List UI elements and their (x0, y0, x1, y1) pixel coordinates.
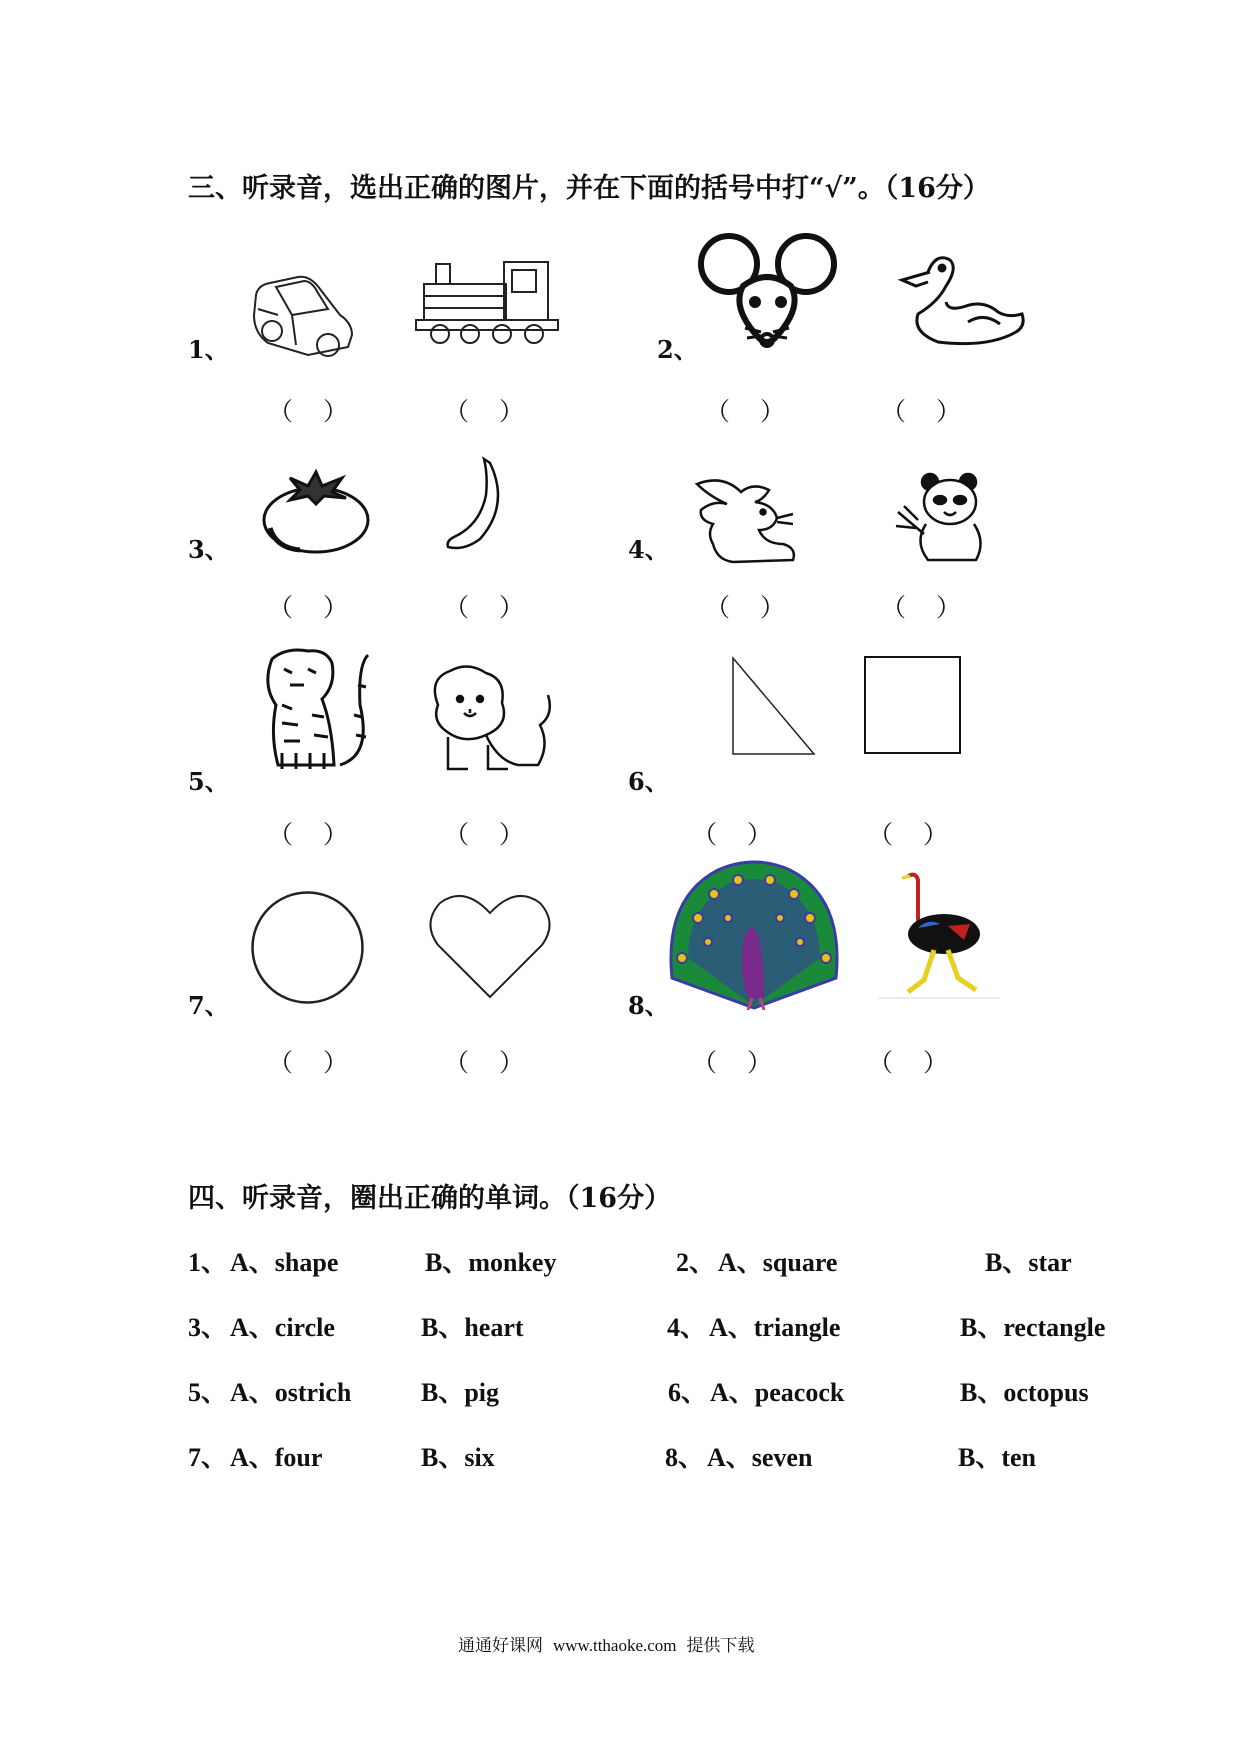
peacock-icon[interactable] (668, 858, 840, 1010)
word-option-a[interactable]: A、circle (230, 1313, 335, 1342)
word-option-b[interactable]: B、rectangle (960, 1313, 1106, 1342)
footer-site-name: 通通好课网 (458, 1636, 543, 1656)
circle-icon[interactable] (250, 890, 365, 1005)
section-4-title: 四、听录音，圈出正确的单词。（16分） (188, 1183, 672, 1214)
panda-icon[interactable] (894, 472, 986, 566)
answer-parentheses[interactable]: （ ） (705, 397, 786, 426)
word-option-a[interactable]: A、triangle (709, 1313, 841, 1342)
word-option-a[interactable]: A、four (230, 1443, 323, 1472)
question-number: 5、 (188, 767, 229, 796)
square-icon[interactable] (863, 655, 962, 755)
word-option-b[interactable]: B、octopus (960, 1378, 1089, 1407)
answer-parentheses[interactable]: （ ） (268, 397, 349, 426)
word-question-number: 2、 (676, 1248, 716, 1277)
answer-parentheses[interactable]: （ ） (444, 593, 525, 622)
question-number: 7、 (188, 991, 229, 1020)
answer-parentheses[interactable]: （ ） (444, 820, 525, 849)
question-number: 2、 (657, 335, 698, 364)
word-question-number: 1、 (188, 1248, 228, 1277)
train-icon[interactable] (412, 250, 562, 346)
answer-parentheses[interactable]: （ ） (692, 820, 773, 849)
answer-parentheses[interactable]: （ ） (881, 397, 962, 426)
answer-parentheses[interactable]: （ ） (268, 820, 349, 849)
word-option-b[interactable]: B、monkey (425, 1248, 557, 1277)
word-option-b[interactable]: B、six (421, 1443, 495, 1472)
duck-icon[interactable] (888, 242, 1038, 352)
ostrich-icon[interactable] (878, 870, 1000, 1000)
tomato-icon[interactable] (260, 468, 372, 554)
heart-icon[interactable] (428, 893, 552, 1000)
word-option-b[interactable]: B、heart (421, 1313, 524, 1342)
question-number: 8、 (628, 991, 669, 1020)
answer-parentheses[interactable]: （ ） (444, 1048, 525, 1077)
mouse-icon[interactable] (695, 228, 840, 354)
word-option-b[interactable]: B、star (985, 1248, 1072, 1277)
question-number: 6、 (628, 767, 669, 796)
rabbit-icon[interactable] (693, 474, 801, 566)
section-3-title: 三、听录音，选出正确的图片，并在下面的括号中打“√”。（16分） (188, 173, 990, 204)
footer-url[interactable]: www.tthaoke.com (553, 1636, 677, 1655)
question-number: 3、 (188, 535, 229, 564)
word-option-a[interactable]: A、seven (707, 1443, 813, 1472)
lion-icon[interactable] (428, 665, 560, 777)
word-question-number: 5、 (188, 1378, 228, 1407)
answer-parentheses[interactable]: （ ） (868, 820, 949, 849)
word-question-number: 3、 (188, 1313, 228, 1342)
answer-parentheses[interactable]: （ ） (268, 1048, 349, 1077)
word-option-b[interactable]: B、ten (958, 1443, 1037, 1472)
word-option-a[interactable]: A、peacock (710, 1378, 845, 1407)
word-option-a[interactable]: A、square (718, 1248, 838, 1277)
tiger-icon[interactable] (262, 645, 377, 775)
word-option-a[interactable]: A、ostrich (230, 1378, 352, 1407)
answer-parentheses[interactable]: （ ） (268, 593, 349, 622)
word-question-number: 8、 (665, 1443, 705, 1472)
answer-parentheses[interactable]: （ ） (692, 1048, 773, 1077)
word-question-number: 7、 (188, 1443, 228, 1472)
answer-parentheses[interactable]: （ ） (444, 397, 525, 426)
footer-download-note: 提供下载 (686, 1636, 755, 1656)
word-question-number: 6、 (668, 1378, 708, 1407)
banana-icon[interactable] (440, 455, 520, 555)
question-number: 1、 (188, 335, 229, 364)
word-option-a[interactable]: A、shape (230, 1248, 339, 1277)
question-number: 4、 (628, 535, 669, 564)
car-icon[interactable] (248, 265, 360, 363)
word-option-b[interactable]: B、pig (421, 1378, 500, 1407)
answer-parentheses[interactable]: （ ） (881, 593, 962, 622)
answer-parentheses[interactable]: （ ） (868, 1048, 949, 1077)
triangle-icon[interactable] (730, 655, 817, 757)
page-footer (458, 1631, 755, 1656)
word-question-number: 4、 (667, 1313, 707, 1342)
answer-parentheses[interactable]: （ ） (705, 593, 786, 622)
